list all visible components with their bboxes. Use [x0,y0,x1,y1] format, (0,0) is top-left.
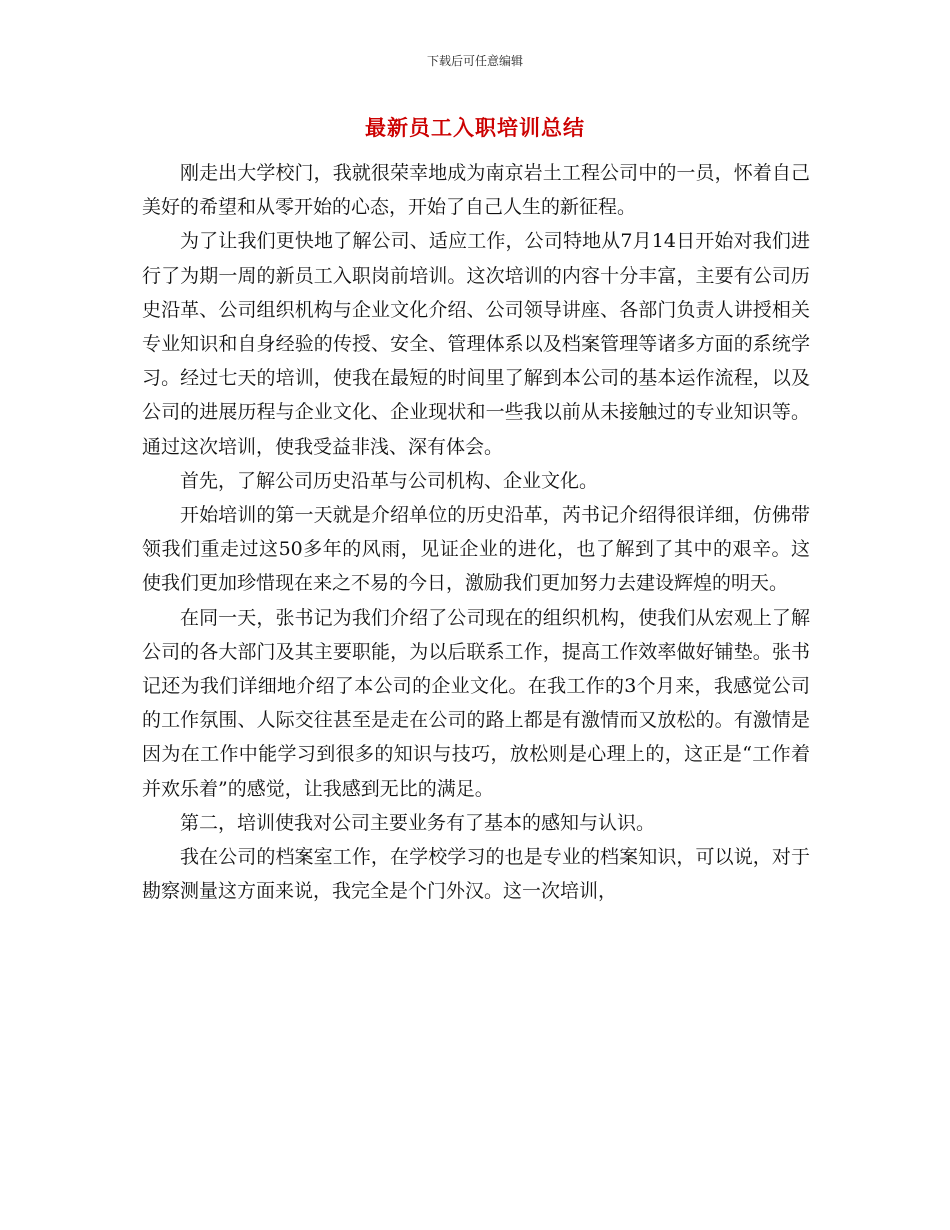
paragraph: 开始培训的第一天就是介绍单位的历史沿革，芮书记介绍得很详细，仿佛带领我们重走过这50多年的风雨，见证企业的进化，也了解到了其中的艰辛。这使我们更加珍惜现在来之不易的今日，激励我们更加努力去建设辉煌的明天。 [142,504,810,595]
paragraph: 刚走出大学校门，我就很荣幸地成为南京岩土工程公司中的一员，怀着自己美好的希望和从零开始的心态，开始了自己人生的新征程。 [142,162,810,219]
paragraph: 我在公司的档案室工作，在学校学习的也是专业的档案知识，可以说，对于勘察测量这方面来说，我完全是个门外汉。这一次培训， [142,846,810,903]
paragraph: 为了让我们更快地了解公司、适应工作，公司特地从7月14日开始对我们进行了为期一周的新员工入职岗前培训。这次培训的内容十分丰富，主要有公司历史沿革、公司组织机构与企业文化介绍、公司领导讲座、各部门负责人讲授相关专业知识和自身经验的传授、安全、管理体系以及档案管理等诸多方面的系统学习。经过七天的培训，使我在最短的时间里了解到本公司的基本运作流程，以及公司的进展历程与企业文化、企业现状和一些我以前从未接触过的专业知识等。通过这次培训，使我受益非浅、深有体会。 [142,230,810,458]
paragraph: 第二，培训使我对公司主要业务有了基本的感知与认识。 [180,811,656,834]
document-body [142,156,810,908]
paragraph: 首先，了解公司历史沿革与公司机构、企业文化。 [180,469,599,492]
page-header: 下载后可任意编辑 [426,54,523,68]
paragraph: 在同一天，张书记为我们介绍了公司现在的组织机构，使我们从宏观上了解公司的各大部门及其主要职能，为以后联系工作，提高工作效率做好铺垫。张书记还为我们详细地介绍了本公司的企业文化。在我工作的3个月来，我感觉公司的工作氛围、人际交往甚至是走在公司的路上都是有激情而又放松的。有激情是因为在工作中能学习到很多的知识与技巧，放松则是心理上的，这正是“工作着并欢乐着”的感觉，让我感到无比的满足。 [142,606,810,800]
document-title: 最新员工入职培训总结 [365,115,585,140]
